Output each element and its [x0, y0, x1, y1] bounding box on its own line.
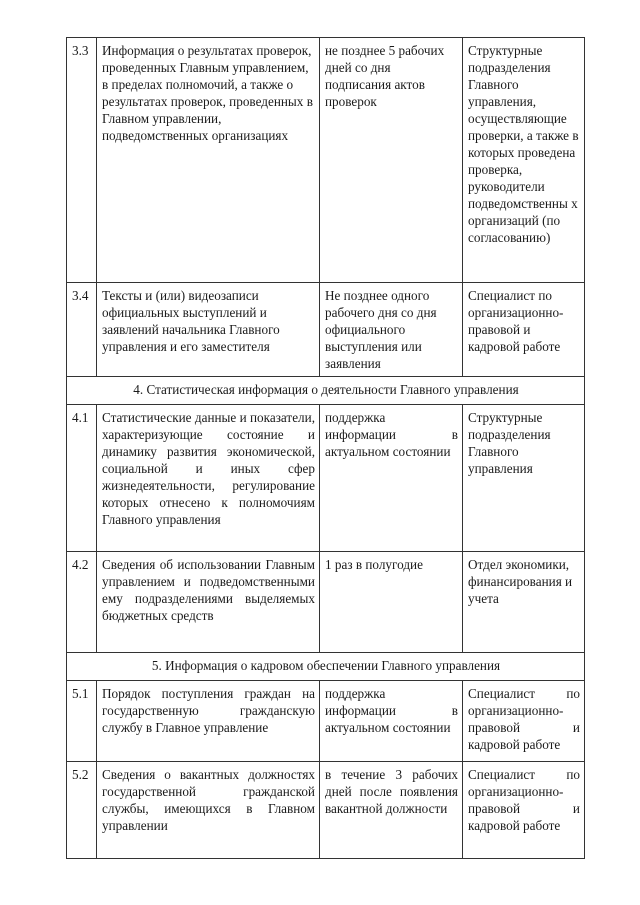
row-number: 4.2	[67, 552, 97, 653]
table-row	[67, 552, 585, 653]
row-number: 4.1	[67, 405, 97, 552]
section-title: 5. Информация о кадровом обеспечении Главного управления	[67, 653, 585, 681]
table-row	[67, 38, 585, 283]
term-cell: поддержка информации в актуальном состоянии	[320, 405, 463, 552]
table-row	[67, 283, 585, 377]
responsible-cell: Структурные подразделения Главного управления	[463, 405, 585, 552]
responsible-cell: Специалист по организационно-правовой и кадровой работе	[463, 283, 585, 377]
term-cell: поддержка информации в актуальном состоянии	[320, 681, 463, 762]
section-header-row	[67, 377, 585, 405]
section-title: 4. Статистическая информация о деятельности Главного управления	[67, 377, 585, 405]
responsible-cell: Структурные подразделения Главного управления, осуществляющие проверки, а также в которых проведена проверка, руководители подведомственны х организаций (по согласованию)	[463, 38, 585, 283]
info-cell: Тексты и (или) видеозаписи официальных выступлений и заявлений начальника Главного управления и его заместителя	[97, 283, 320, 377]
info-cell: Сведения о вакантных должностях государственной гражданской службы, имеющихся в Главном управлении	[97, 762, 320, 859]
table-row	[67, 762, 585, 859]
row-number: 3.4	[67, 283, 97, 377]
responsible-cell: Отдел экономики, финансирования и учета	[463, 552, 585, 653]
row-number: 5.1	[67, 681, 97, 762]
responsible-cell: Специалист по организационно-правовой и кадровой работе	[463, 762, 585, 859]
term-cell: в течение 3 рабочих дней после появления вакантной должности	[320, 762, 463, 859]
term-cell: Не позднее одного рабочего дня со дня официального выступления или заявления	[320, 283, 463, 377]
row-number: 3.3	[67, 38, 97, 283]
term-cell: не позднее 5 рабочих дней со дня подписания актов проверок	[320, 38, 463, 283]
info-cell: Статистические данные и показатели, характеризующие состояние и динамику развития экономической, социальной и иных сфер жизнедеятельности, регулирование которых отнесено к полномочиям Главного управления	[97, 405, 320, 552]
info-cell: Информация о результатах проверок, проведенных Главным управлением, в пределах полномочий, а также о результатах проверок, проведенных в Главном управлении, подведомственных организациях	[97, 38, 320, 283]
row-number: 5.2	[67, 762, 97, 859]
info-cell: Порядок поступления граждан на государственную гражданскую службу в Главное управление	[97, 681, 320, 762]
term-cell: 1 раз в полугодие	[320, 552, 463, 653]
table-row	[67, 405, 585, 552]
disclosure-table	[66, 37, 585, 859]
responsible-cell: Специалист по организационно-правовой и кадровой работе	[463, 681, 585, 762]
table-row	[67, 681, 585, 762]
section-header-row	[67, 653, 585, 681]
info-cell: Сведения об использовании Главным управлением и подведомственными ему подразделениями выделяемых бюджетных средств	[97, 552, 320, 653]
